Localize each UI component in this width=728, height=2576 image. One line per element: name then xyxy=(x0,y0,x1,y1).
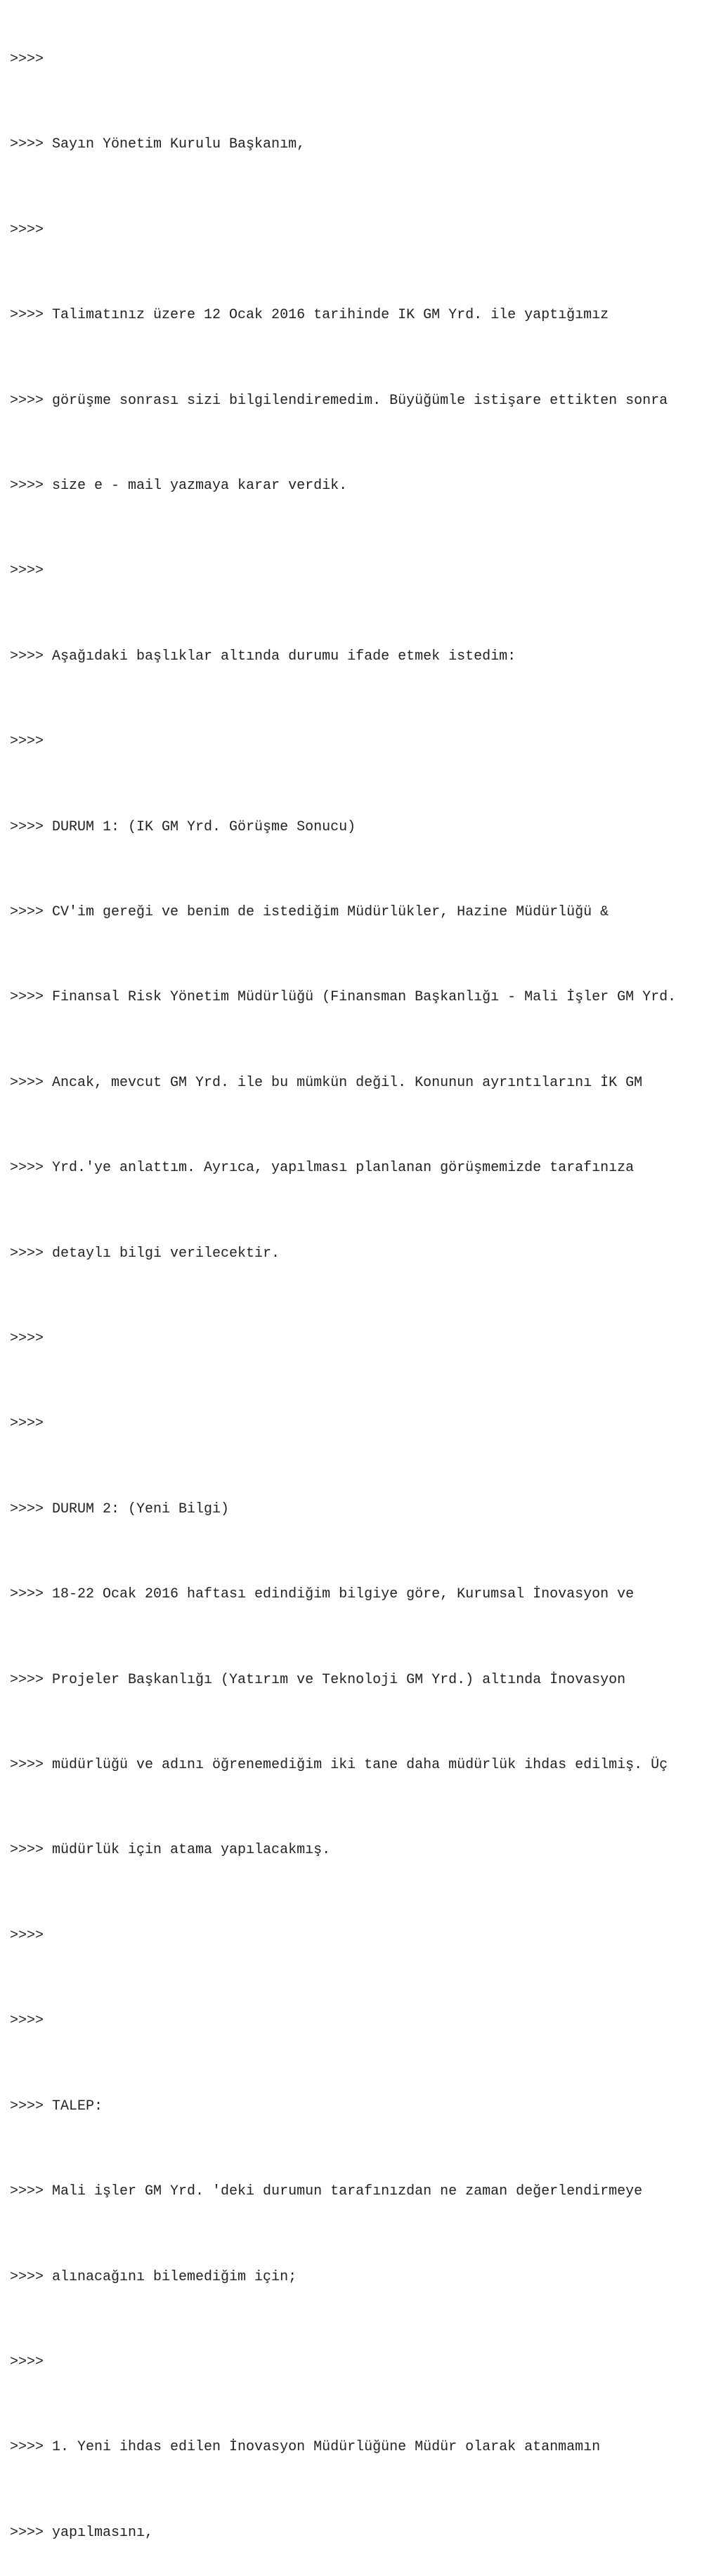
quoted-line: >>>> xyxy=(10,1927,44,1944)
quoted-line: >>>> Yrd.'ye anlattım. Ayrıca, yapılması planlanan görüşmemizde tarafınıza xyxy=(10,1160,635,1177)
quoted-line: >>>> xyxy=(10,221,44,238)
quoted-line: >>>> CV'im gereği ve benim de istediğim Müdürlükler, Hazine Müdürlüğü & xyxy=(10,904,609,920)
email-body xyxy=(10,0,728,2576)
quoted-line: >>>> xyxy=(10,1416,44,1432)
quoted-line-heading-durum-1: >>>> DURUM 1: (IK GM Yrd. Görüşme Sonucu) xyxy=(10,818,356,835)
quoted-line: >>>> detaylı bilgi verilecektir. xyxy=(10,1245,280,1262)
quoted-line: >>>> xyxy=(10,2353,44,2370)
quoted-line-salutation: >>>> Sayın Yönetim Kurulu Başkanım, xyxy=(10,136,306,153)
quoted-line: >>>> müdürlüğü ve adını öğrenemediğim iki tane daha müdürlük ihdas edilmiş. Üç xyxy=(10,1757,668,1774)
quoted-line: >>>> 18-22 Ocak 2016 haftası edindiğim bilgiye göre, Kurumsal İnovasyon ve xyxy=(10,1586,635,1603)
quoted-line: >>>> xyxy=(10,563,44,580)
quoted-line: >>>> Mali işler GM Yrd. 'deki durumun tarafınızdan ne zaman değerlendirmeye xyxy=(10,2183,643,2200)
quoted-line: >>>> görüşme sonrası sizi bilgilendiremedim. Büyüğümle istişare ettikten sonra xyxy=(10,392,668,409)
quoted-line: >>>> Ancak, mevcut GM Yrd. ile bu mümkün değil. Konunun ayrıntılarını İK GM xyxy=(10,1074,643,1091)
quoted-line: >>>> müdürlük için atama yapılacakmış. xyxy=(10,1842,331,1859)
quoted-line: >>>> xyxy=(10,51,44,67)
quoted-line: >>>> Finansal Risk Yönetim Müdürlüğü (Finansman Başkanlığı - Mali İşler GM Yrd. xyxy=(10,989,677,1006)
quoted-line: >>>> Aşağıdaki başlıklar altında durumu ifade etmek istedim: xyxy=(10,648,516,665)
quoted-line: >>>> xyxy=(10,2013,44,2029)
quoted-line: >>>> xyxy=(10,1331,44,1347)
quoted-line: >>>> Projeler Başkanlığı (Yatırım ve Teknoloji GM Yrd.) altında İnovasyon xyxy=(10,1671,626,1688)
quoted-line: >>>> xyxy=(10,733,44,750)
quoted-line-heading-talep: >>>> TALEP: xyxy=(10,2098,103,2114)
quoted-line-heading-durum-2: >>>> DURUM 2: (Yeni Bilgi) xyxy=(10,1501,230,1517)
quoted-line: >>>> size e - mail yazmaya karar verdik. xyxy=(10,477,348,494)
quoted-line: >>>> yapılmasını, xyxy=(10,2524,154,2541)
quoted-line: >>>> Talimatınız üzere 12 Ocak 2016 tarihinde IK GM Yrd. ile yaptığımız xyxy=(10,307,609,324)
quoted-line: >>>> alınacağını bilemediğim için; xyxy=(10,2268,297,2285)
quoted-line-request-item-1: >>>> 1. Yeni ihdas edilen İnovasyon Müdürlüğüne Müdür olarak atanmamın xyxy=(10,2439,601,2456)
